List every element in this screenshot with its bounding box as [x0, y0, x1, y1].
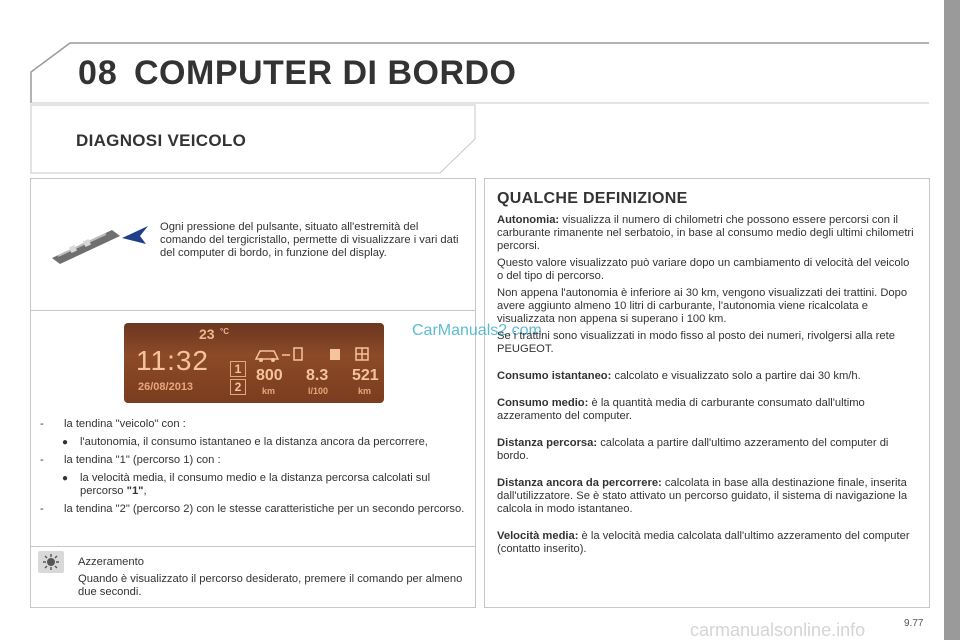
- definition-autonomia-p3: Non appena l'autonomia è inferiore ai 30 km, vengono visualizzati dei trattini. Dopo avere aggiunto almeno 10 litri di carburante, l'autonomia viene ricalcolata e visualizzata non appena si superano i 100 km.: [497, 287, 908, 325]
- display-value-3: 521: [352, 367, 379, 384]
- section-header: [30, 104, 476, 174]
- watermark-text: CarManuals2.com: [412, 322, 542, 339]
- reset-icon: [38, 551, 64, 573]
- list-item: - la tendina "2" (percorso 2) con le stesse caratteristiche per un secondo percorso.: [40, 503, 465, 515]
- display-temperature: 23: [199, 326, 215, 342]
- definition-autonomia-p4: Se i trattini sono visualizzati in modo fisso al posto dei numeri, rivolgersi alla rete PEUGEOT.: [497, 330, 895, 355]
- chapter-title: COMPUTER DI BORDO: [134, 54, 517, 92]
- bullet-icon: ●: [62, 473, 69, 484]
- tab-list: [40, 418, 470, 521]
- reset-divider: [30, 546, 476, 547]
- definition-consumo-medio: Consumo medio: è la quantità media di carburante consumato dall'ultimo azzeramento del computer.: [497, 397, 865, 422]
- definitions: [497, 214, 917, 560]
- display-value-1: 800: [256, 367, 283, 384]
- display-status-icons: [250, 345, 380, 363]
- definition-consumo-istantaneo: Consumo istantaneo: calcolato e visualizzato solo a partire dai 30 km/h.: [497, 370, 861, 382]
- display-tab-2: 2: [230, 379, 246, 395]
- definition-distanza-ancora: Distanza ancora da percorrere: calcolata in base alla destinazione finale, inserita dall'utilizzatore. Se è stato attivato un percorso guidato, il sistema di navigazione la calcola in modo istantaneo.: [497, 477, 908, 515]
- display-temperature-unit: °C: [220, 327, 229, 336]
- footer-watermark: carmanualsonline.info: [690, 620, 866, 640]
- display-unit-2: l/100: [308, 386, 329, 396]
- list-subitem: ● l'autonomia, il consumo istantaneo e la distanza ancora da percorrere,: [62, 436, 428, 448]
- definitions-title: QUALCHE DEFINIZIONE: [497, 190, 688, 207]
- list-item: - la tendina "1" (percorso 1) con :: [40, 454, 221, 466]
- list-subitem: ● la velocità media, il consumo medio e la distanza percorsa calcolati sul percorso "1",: [62, 472, 431, 497]
- display-date: 26/08/2013: [138, 381, 194, 393]
- section-title: DIAGNOSI VEICOLO: [76, 131, 247, 150]
- definition-autonomia-p2: Questo valore visualizzato può variare dopo un cambiamento di velocità del veicolo o del tipo di percorso.: [497, 257, 910, 282]
- reset-text: Quando è visualizzato il percorso desiderato, premere il comando per almeno due secondi.: [78, 573, 463, 598]
- intro-text: Ogni pressione del pulsante, situato all'estremità del comando del tergicristallo, permette di visualizzare i vari dati del computer di bordo, in funzione del display.: [160, 221, 459, 259]
- display-time: 11:32: [136, 345, 209, 376]
- bullet-icon: ●: [62, 437, 69, 448]
- page-number: 9.77: [904, 618, 924, 629]
- page-sidebar: [944, 0, 960, 640]
- sun-icon: [38, 551, 64, 573]
- definition-velocita-media: Velocità media: è la velocità media calcolata dall'ultimo azzeramento del computer (contatto inserito).: [497, 530, 910, 555]
- display-unit-3: km: [358, 386, 372, 396]
- display-value-2: 8.3: [306, 367, 329, 384]
- display-tab-1: 1: [230, 361, 246, 377]
- definition-autonomia: Autonomia: visualizza il numero di chilometri che possono essere percorsi con il carburante rimanente nel serbatoio, in base al consumo medio degli ultimi chilometri percorsi.: [497, 214, 914, 252]
- wiper-stalk-icon: [50, 222, 150, 266]
- onboard-display: [124, 323, 384, 403]
- display-unit-1: km: [262, 386, 276, 396]
- definition-distanza-percorsa: Distanza percorsa: calcolata a partire dall'ultimo azzeramento del computer di bordo.: [497, 437, 889, 462]
- chapter-header: [30, 42, 930, 104]
- list-item: - la tendina "veicolo" con :: [40, 418, 186, 430]
- chapter-number: 08: [78, 54, 118, 92]
- left-divider: [30, 310, 476, 311]
- reset-title: Azzeramento: [78, 556, 144, 568]
